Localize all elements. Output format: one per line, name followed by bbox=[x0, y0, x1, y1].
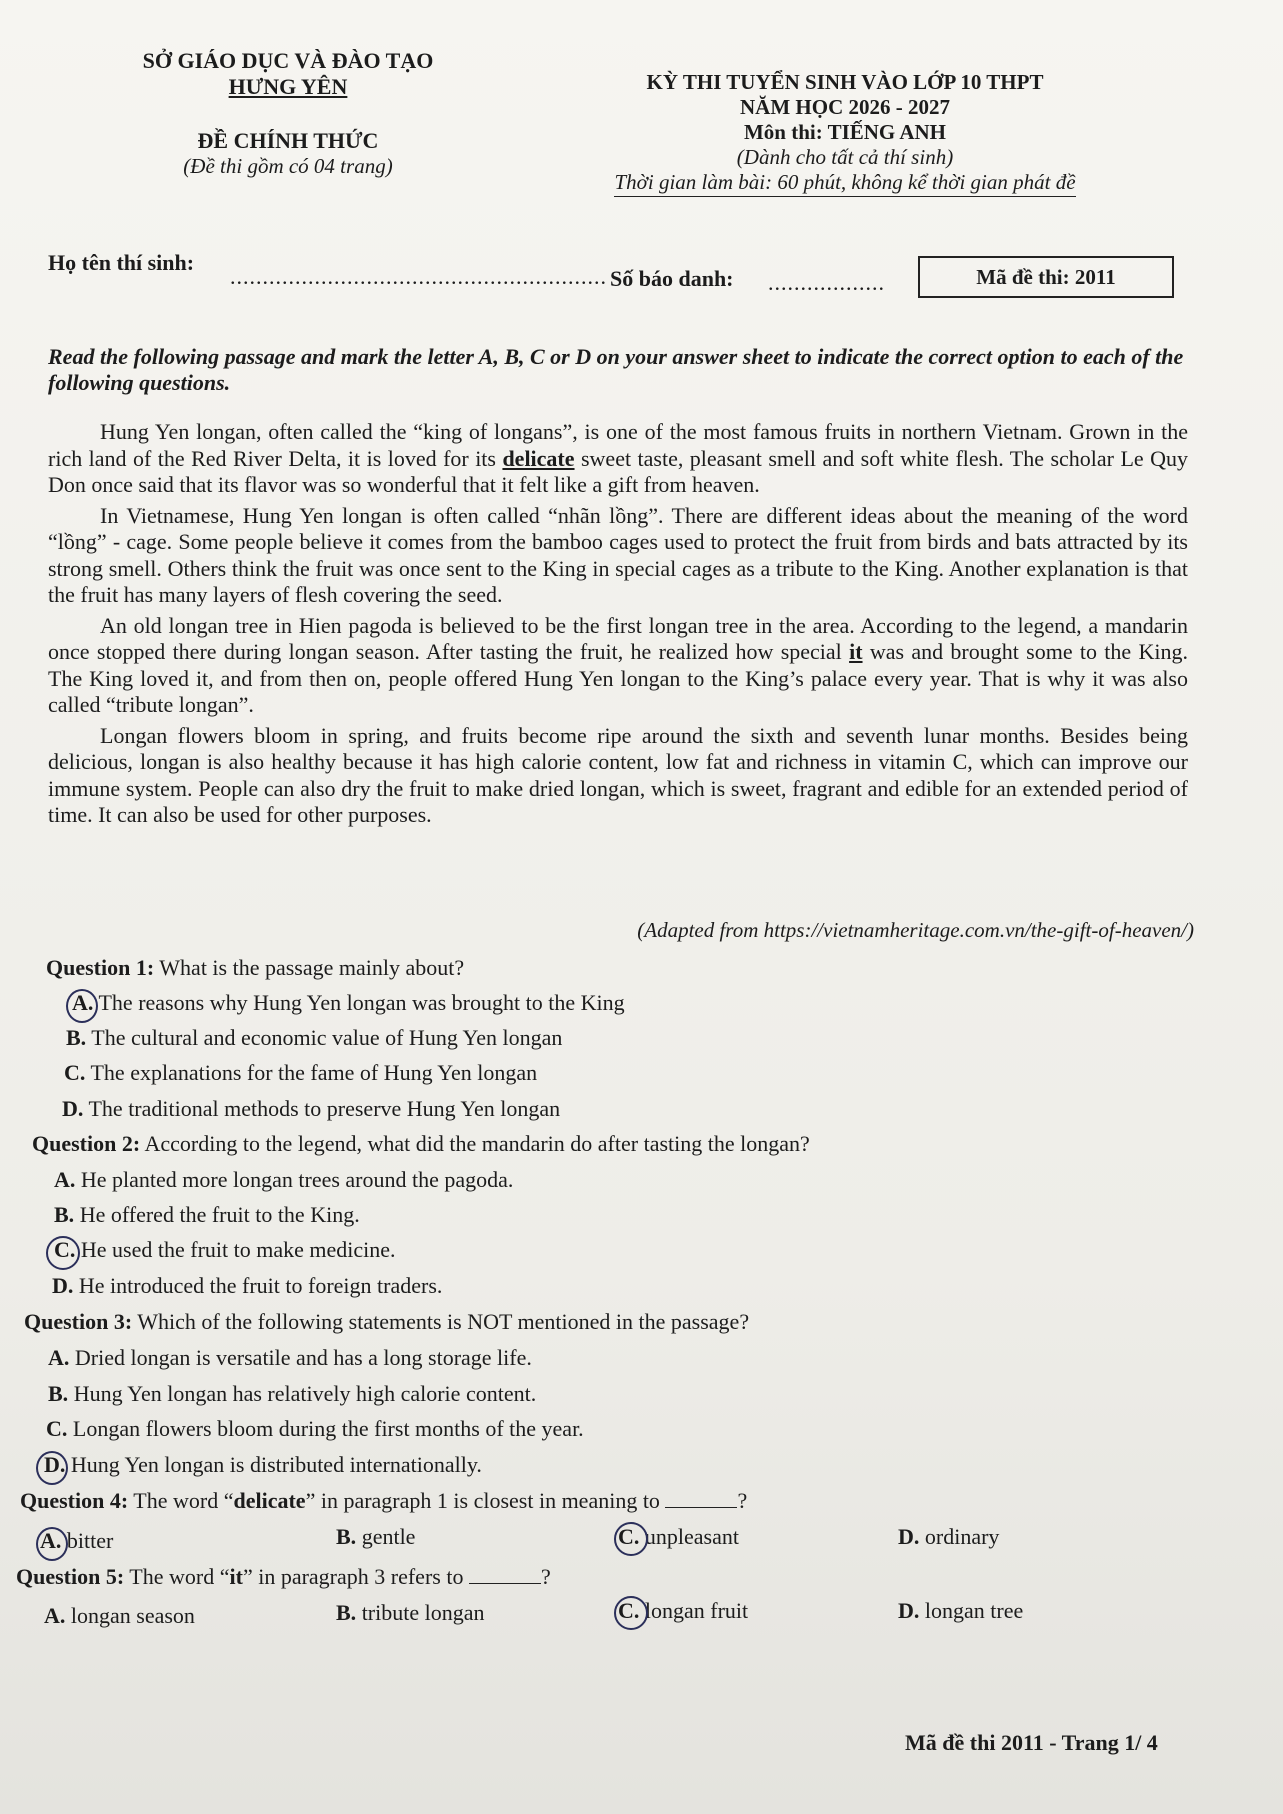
q3-option-c[interactable]: C. Longan flowers bloom during the first months of the year. bbox=[46, 1416, 584, 1441]
q2-option-a[interactable]: A. He planted more longan trees around the pagoda. bbox=[54, 1167, 514, 1192]
candidate-name-label: Họ tên thí sinh: bbox=[48, 250, 195, 275]
candidate-id-field[interactable]: .................. bbox=[768, 270, 885, 295]
paragraph-3: An old longan tree in Hien pagoda is believed to be the first longan tree in the area. According to the legend, a mandarin once stopped there during longan season. After tasting the fruit, he realized how special it was and brought some to the King. The King loved it, and from then on, people offered Hung Yen longan to the King’s palace every year. That is why it was also called “tribute longan”. bbox=[48, 612, 1188, 717]
passage-source: (Adapted from https://vietnamheritage.com.vn/the-gift-of-heaven/) bbox=[637, 918, 1194, 942]
q5-option-a[interactable]: A. longan season bbox=[44, 1603, 195, 1628]
candidate-id-label: Số báo danh: bbox=[610, 266, 734, 291]
time-limit: Thời gian làm bài: 60 phút, không kể thời gian phát đề bbox=[614, 170, 1075, 197]
q4-option-b[interactable]: B. gentle bbox=[336, 1524, 416, 1549]
answer-mark-circle bbox=[66, 989, 98, 1023]
answer-mark-circle bbox=[36, 1527, 68, 1561]
exam-code-box: Mã đề thi: 2011 bbox=[918, 256, 1174, 298]
page-footer: Mã đề thi 2011 - Trang 1/ 4 bbox=[905, 1730, 1158, 1755]
q3-option-d[interactable]: D. Hung Yen longan is distributed internationally. bbox=[44, 1452, 482, 1477]
q4-option-a[interactable]: A. bitter bbox=[40, 1528, 114, 1553]
answer-mark-circle bbox=[614, 1596, 648, 1630]
question-2-stem: Question 2: According to the legend, what did the mandarin do after tasting the longan? bbox=[32, 1131, 810, 1156]
official-label: ĐỀ CHÍNH THỨC bbox=[197, 128, 379, 153]
province-name: HƯNG YÊN bbox=[228, 74, 348, 99]
q2-option-d[interactable]: D. He introduced the fruit to foreign traders. bbox=[52, 1273, 443, 1298]
keyword-delicate: delicate bbox=[502, 445, 575, 471]
answer-blank bbox=[469, 1565, 541, 1584]
reading-passage bbox=[48, 419, 1188, 833]
q1-option-c[interactable]: C. The explanations for the fame of Hung Yen longan bbox=[64, 1060, 538, 1085]
department-name: SỞ GIÁO DỤC VÀ ĐÀO TẠO bbox=[142, 48, 434, 73]
q4-keyword: delicate bbox=[233, 1488, 306, 1513]
q5-keyword: it bbox=[229, 1564, 243, 1589]
q1-option-d[interactable]: D. The traditional methods to preserve Hung Yen longan bbox=[62, 1096, 561, 1121]
answer-mark-circle bbox=[614, 1522, 648, 1556]
paragraph-1: Hung Yen longan, often called the “king of longans”, is one of the most famous fruits in northern Vietnam. Grown in the rich land of the Red River Delta, it is loved for its delicate sweet taste, pleasant smell and soft white flesh. The scholar Le Quy Don once said that its flavor was so wonderful that it felt like a gift from heaven. bbox=[48, 419, 1188, 497]
q1-option-b[interactable]: B. The cultural and economic value of Hung Yen longan bbox=[66, 1025, 563, 1050]
q4-option-d[interactable]: D. ordinary bbox=[898, 1524, 1000, 1549]
candidate-name-field[interactable]: .......................................................... bbox=[230, 264, 607, 289]
answer-blank bbox=[665, 1489, 737, 1508]
q3-option-a[interactable]: A. Dried longan is versatile and has a long storage life. bbox=[48, 1345, 532, 1370]
paragraph-4: Longan flowers bloom in spring, and fruits become ripe around the sixth and seventh lunar months. Besides being delicious, longan is also healthy because it has high calorie content, low fat and richness in vitamin C, which can improve our immune system. People can also dry the fruit to make dried longan, which is sweet, fragrant and edible for an extended period of time. It can also be used for other purposes. bbox=[48, 722, 1188, 827]
question-4-stem: Question 4: The word “delicate” in paragraph 1 is closest in meaning to ? bbox=[20, 1488, 748, 1513]
header-left bbox=[118, 48, 458, 179]
q2-option-b[interactable]: B. He offered the fruit to the King. bbox=[54, 1202, 360, 1227]
q2-option-c[interactable]: C. He used the fruit to make medicine. bbox=[54, 1237, 396, 1262]
keyword-it: it bbox=[849, 639, 863, 664]
answer-mark-circle bbox=[36, 1451, 68, 1485]
instructions: Read the following passage and mark the letter A, B, C or D on your answer sheet to indicate the correct option to each of the following questions. bbox=[48, 344, 1184, 395]
q5-option-d[interactable]: D. longan tree bbox=[898, 1598, 1024, 1623]
pages-note: (Đề thi gồm có 04 trang) bbox=[183, 154, 393, 178]
question-5-stem: Question 5: The word “it” in paragraph 3 refers to ? bbox=[16, 1564, 551, 1589]
exam-title: KỲ THI TUYỂN SINH VÀO LỚP 10 THPT bbox=[646, 70, 1044, 94]
question-3-stem: Question 3: Which of the following statements is NOT mentioned in the passage? bbox=[24, 1309, 750, 1334]
q3-option-b[interactable]: B. Hung Yen longan has relatively high calorie content. bbox=[48, 1381, 537, 1406]
school-year: NĂM HỌC 2026 - 2027 bbox=[740, 95, 950, 119]
audience: (Dành cho tất cả thí sinh) bbox=[736, 145, 954, 169]
q5-option-c[interactable]: C. longan fruit bbox=[618, 1598, 749, 1623]
header-right bbox=[575, 70, 1115, 197]
question-1-stem: Question 1: What is the passage mainly about? bbox=[46, 955, 465, 980]
subject: Môn thi: TIẾNG ANH bbox=[743, 120, 947, 144]
q1-option-a[interactable]: A. The reasons why Hung Yen longan was brought to the King bbox=[72, 990, 625, 1015]
answer-mark-circle bbox=[46, 1236, 80, 1270]
q5-option-b[interactable]: B. tribute longan bbox=[336, 1600, 485, 1625]
q4-option-c[interactable]: C. unpleasant bbox=[618, 1524, 739, 1549]
paragraph-2: In Vietnamese, Hung Yen longan is often called “nhãn lồng”. There are different ideas about the meaning of the word “lồng” - cage. Some people believe it comes from the bamboo cages used to protect the fruit from birds and bats attracted by its strong smell. Others think the fruit was once sent to the King in special cages as a tribute to the King. Another explanation is that the fruit has many layers of flesh covering the seed. bbox=[48, 502, 1188, 607]
